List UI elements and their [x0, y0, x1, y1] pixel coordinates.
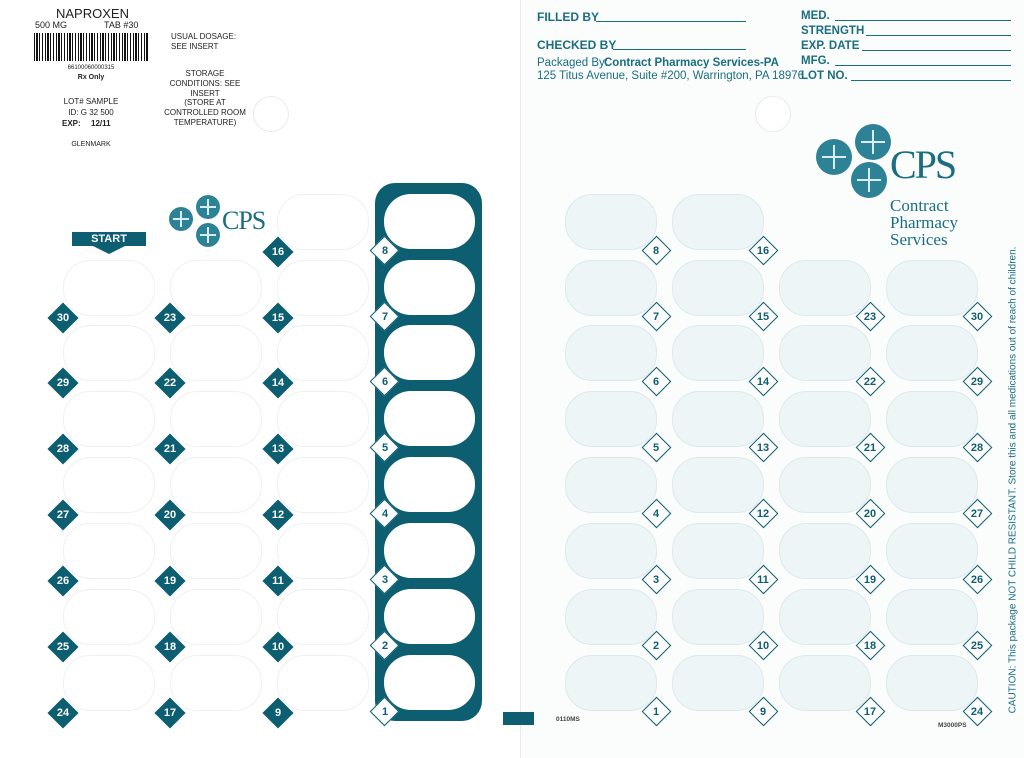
cps-ball-icon	[196, 195, 220, 219]
storage-line-1: STORAGE	[185, 69, 225, 78]
back-blister-slot	[672, 589, 764, 645]
blister-slot[interactable]	[170, 523, 262, 579]
blister-slot[interactable]	[170, 391, 262, 447]
back-day-number: 23	[863, 311, 877, 323]
back-day-number: 24	[970, 706, 984, 718]
back-blister-slot	[672, 194, 764, 250]
storage-line-3: INSERT	[190, 89, 220, 98]
back-blister-slot	[886, 523, 978, 579]
back-day-number: 22	[863, 376, 877, 388]
blister-slot[interactable]	[63, 457, 155, 513]
back-blister-slot	[565, 655, 657, 711]
strip-blister-slot[interactable]	[384, 325, 475, 380]
back-blister-slot	[779, 589, 871, 645]
day-number: 10	[271, 641, 285, 653]
back-blister-slot	[565, 457, 657, 513]
back-day-number: 17	[863, 706, 877, 718]
day-number: 13	[271, 443, 285, 455]
back-blister-slot	[779, 325, 871, 381]
back-blister-slot	[779, 457, 871, 513]
cps-ball-icon	[169, 207, 193, 231]
strength-line[interactable]	[866, 35, 1011, 36]
blister-slot[interactable]	[170, 457, 262, 513]
back-day-number: 13	[756, 442, 770, 454]
checked-by-label: CHECKED BY	[537, 38, 617, 52]
blister-slot[interactable]	[170, 325, 262, 381]
back-blister-slot	[886, 655, 978, 711]
back-day-number: 21	[863, 442, 877, 454]
blister-slot[interactable]	[63, 391, 155, 447]
back-day-number: 18	[863, 640, 877, 652]
strip-day-number: 7	[381, 311, 389, 323]
back-day-number: 9	[759, 706, 767, 718]
blister-slot[interactable]	[63, 655, 155, 711]
brand-line-pharmacy: Pharmacy	[890, 213, 958, 232]
drug-strength: 500 MG	[35, 20, 68, 30]
back-blister-slot	[672, 391, 764, 447]
card-code-left: 0110MS	[556, 716, 580, 723]
day-number: 24	[56, 707, 70, 719]
back-day-number: 16	[756, 245, 770, 257]
back-day-number: 2	[652, 640, 660, 652]
day-number: 28	[56, 443, 70, 455]
back-blister-slot	[886, 457, 978, 513]
back-blister-slot	[779, 655, 871, 711]
back-blister-slot	[672, 260, 764, 316]
lot-no-label: LOT NO.	[801, 70, 848, 82]
day-number: 22	[163, 377, 177, 389]
blister-slot[interactable]	[277, 655, 369, 711]
strip-blister-slot[interactable]	[384, 523, 475, 578]
brand-line-services: Services	[890, 230, 948, 249]
strip-day-number: 8	[381, 245, 389, 257]
mfg-label: MFG.	[801, 55, 830, 67]
strip-day-number: 5	[381, 442, 389, 454]
back-day-number: 1	[652, 706, 660, 718]
back-blister-slot	[886, 325, 978, 381]
back-blister-slot	[886, 260, 978, 316]
packaged-by-label: Packaged By:	[537, 57, 608, 69]
cps-logo-large: CPS	[890, 142, 956, 187]
blister-slot[interactable]	[170, 589, 262, 645]
manufacturer: GLENMARK	[71, 141, 111, 148]
back-blister-slot	[672, 457, 764, 513]
blister-slot[interactable]	[277, 391, 369, 447]
strip-day-number: 3	[381, 574, 389, 586]
strip-day-number: 4	[381, 508, 389, 520]
back-blister-slot	[565, 325, 657, 381]
exp-value: 12/11	[91, 119, 111, 128]
back-blister-slot	[779, 260, 871, 316]
strip-blister-slot[interactable]	[384, 457, 475, 512]
blister-slot[interactable]	[63, 260, 155, 316]
day-number: 20	[163, 509, 177, 521]
strip-day-number: 2	[381, 640, 389, 652]
storage-line-4: (STORE AT	[184, 98, 226, 107]
lot-number: LOT# SAMPLE	[63, 97, 119, 106]
cps-ball-icon	[855, 124, 891, 160]
day-number: 23	[163, 312, 177, 324]
day-number: 29	[56, 377, 70, 389]
hanger-hole	[253, 96, 289, 132]
back-day-number: 11	[757, 574, 769, 586]
back-blister-slot	[886, 391, 978, 447]
back-day-number: 14	[756, 376, 770, 388]
storage-line-5: CONTROLLED ROOM	[164, 108, 246, 117]
hanger-hole	[755, 96, 791, 132]
back-blister-slot	[565, 260, 657, 316]
blister-slot[interactable]	[277, 260, 369, 316]
strip-blister-slot[interactable]	[384, 260, 475, 315]
day-number: 21	[163, 443, 177, 455]
back-day-number: 5	[652, 442, 660, 454]
cps-ball-icon	[816, 139, 852, 175]
back-day-number: 30	[970, 311, 984, 323]
back-blister-slot	[565, 523, 657, 579]
med-line[interactable]	[835, 20, 1011, 21]
back-day-number: 19	[863, 574, 877, 586]
day-number: 26	[56, 575, 70, 587]
pharmacy-address: 125 Titus Avenue, Suite #200, Warrington, PA 18976	[537, 70, 805, 82]
storage-line-6: TEMPERATURE)	[173, 118, 237, 127]
blister-slot[interactable]	[63, 523, 155, 579]
strength-label: STRENGTH	[801, 25, 865, 37]
day-number: 19	[163, 575, 177, 587]
brand-line-contract: Contract	[890, 196, 949, 215]
exp-date-line[interactable]	[862, 50, 1011, 51]
back-day-number: 8	[652, 245, 660, 257]
back-day-number: 7	[652, 311, 660, 323]
strip-blister-slot[interactable]	[384, 194, 475, 249]
blister-slot[interactable]	[277, 325, 369, 381]
cps-ball-icon	[196, 223, 220, 247]
mfg-line[interactable]	[835, 65, 1011, 66]
day-number: 9	[274, 707, 282, 719]
usual-dosage-value: SEE INSERT	[171, 42, 219, 51]
drug-id: ID: G 32 500	[68, 108, 114, 117]
day-number: 12	[271, 509, 285, 521]
back-day-number: 15	[756, 311, 770, 323]
med-label: MED.	[801, 10, 830, 22]
filled-by-line[interactable]	[596, 21, 746, 22]
back-blister-slot	[565, 589, 657, 645]
day-number: 16	[271, 246, 285, 258]
strip-day-number: 1	[381, 706, 389, 718]
back-blister-slot	[779, 523, 871, 579]
day-number: 18	[163, 641, 177, 653]
blister-slot[interactable]	[63, 589, 155, 645]
back-day-number: 20	[863, 508, 877, 520]
blister-slot[interactable]	[277, 523, 369, 579]
strip-blister-slot[interactable]	[384, 589, 475, 644]
day-number: 30	[56, 312, 70, 324]
blister-slot[interactable]	[170, 655, 262, 711]
cps-logo-small: CPS	[222, 206, 266, 235]
usual-dosage-label: USUAL DOSAGE:	[171, 32, 237, 41]
back-day-number: 10	[756, 640, 770, 652]
back-blister-slot	[672, 325, 764, 381]
exp-date-label: EXP. DATE	[801, 40, 860, 52]
tab-count: TAB #30	[104, 20, 139, 30]
day-number: 11	[272, 575, 284, 587]
day-number: 27	[56, 509, 70, 521]
storage-line-2: CONDITIONS: SEE	[169, 79, 241, 88]
day-number: 14	[271, 377, 285, 389]
checked-by-line[interactable]	[613, 49, 746, 50]
back-day-number: 4	[652, 508, 660, 520]
exp-label: EXP:	[62, 119, 81, 128]
back-day-number: 28	[970, 442, 984, 454]
back-blister-slot	[565, 391, 657, 447]
rx-only: Rx Only	[77, 74, 105, 81]
back-day-number: 25	[970, 640, 984, 652]
strip-blister-slot[interactable]	[384, 391, 475, 446]
back-blister-slot	[672, 655, 764, 711]
back-blister-slot	[672, 523, 764, 579]
caution-text: CAUTION: This package NOT CHILD RESISTANT. Store this and all medications out of reach of children.	[1007, 246, 1019, 714]
card-code-right: M3000PS	[938, 722, 967, 729]
blister-slot[interactable]	[277, 194, 369, 250]
back-day-number: 26	[970, 574, 984, 586]
back-day-number: 12	[756, 508, 770, 520]
back-day-number: 27	[970, 508, 984, 520]
day-number: 17	[163, 707, 177, 719]
strip-blister-slot[interactable]	[384, 655, 475, 710]
back-blister-slot	[886, 589, 978, 645]
back-blister-slot	[779, 391, 871, 447]
day-number: 25	[56, 641, 70, 653]
day-number: 15	[271, 312, 285, 324]
print-registration-mark	[503, 712, 534, 725]
back-day-number: 3	[652, 574, 660, 586]
start-arrow-icon	[93, 246, 125, 254]
blister-slot[interactable]	[277, 589, 369, 645]
filled-by-label: FILLED BY	[537, 10, 599, 24]
lot-no-line[interactable]	[851, 80, 1011, 81]
packaged-by-company: Contract Pharmacy Services-PA	[604, 57, 779, 69]
back-day-number: 6	[652, 376, 660, 388]
cps-ball-icon	[851, 162, 887, 198]
barcode	[34, 33, 148, 61]
blister-slot[interactable]	[63, 325, 155, 381]
back-day-number: 29	[970, 376, 984, 388]
back-blister-slot	[565, 194, 657, 250]
strip-day-number: 6	[381, 376, 389, 388]
drug-name: NAPROXEN	[56, 6, 129, 21]
barcode-number: 66100060000315	[67, 65, 115, 71]
blister-slot[interactable]	[277, 457, 369, 513]
blister-slot[interactable]	[170, 260, 262, 316]
start-label: START	[72, 232, 146, 246]
